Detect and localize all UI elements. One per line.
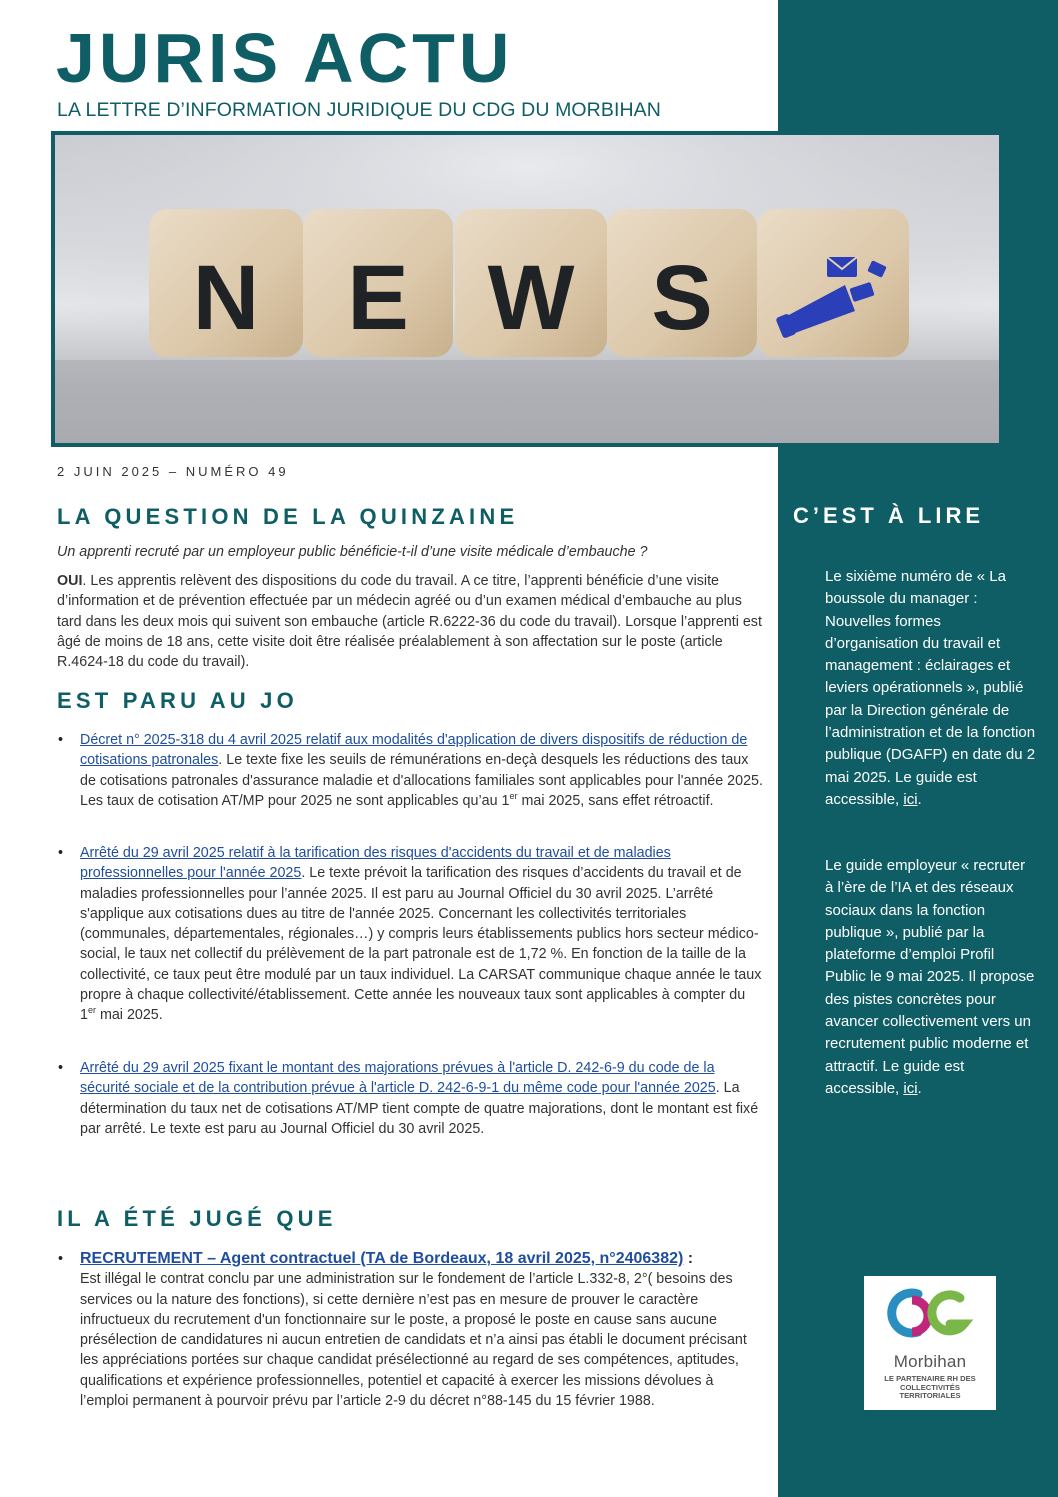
jo-item-2: • Arrêté du 29 avril 2025 relatif à la tarification des risques d'accidents du travail et de maladies professionnelles pour l'année 2025. Le texte prévoit la tarification des risques d’accidents du travail et de maladies professionnelles pour l’année 2025. Il est paru au Journal Officiel du 30 avril 2025. L’arrêté s'applique aux cotisations dues au titre de l'année 2025. Concernant les collectivités territoriales (communales, départementales, régionales…) y compris leurs établissements publics hors secteur médico-social, le taux net collectif du prélèvement de la part patronale est de 1,72 %. En fonction de la taille de la collectivité, ce taux peut être modulé par un taux individuel. La CARSAT communique chaque année le taux propre à chaque collectivité/établissement. Cette année les nouveaux taux sont applicables à compter du 1er mai 2025. bbox=[80, 843, 764, 1026]
logo-tagline: LE PARTENAIRE RH DES COLLECTIVITÉS TERRITORIALES bbox=[884, 1374, 976, 1401]
svg-text:W: W bbox=[487, 247, 575, 349]
cdg-logo-mark bbox=[878, 1282, 982, 1352]
svg-text:E: E bbox=[347, 247, 409, 349]
cube-s bbox=[607, 209, 757, 357]
jo-item-1: • Décret n° 2025-318 du 4 avril 2025 relatif aux modalités d'application de divers dispositifs de réduction de cotisations patronales. Le texte fixe les seuils de rémunérations en-deçà desquels les réductions des taux de cotisations patronales d'assurance maladie et d'allocations familiales sont applicables pour l'année 2025. Les taux de cotisation AT/MP pour 2025 ne sont applicables qu’au 1er mai 2025, sans effet rétroactif. bbox=[80, 730, 764, 811]
cube-w bbox=[455, 209, 607, 357]
sidebar-link-1[interactable]: ici bbox=[903, 790, 918, 808]
issue-date: 2 JUIN 2025 – NUMÉRO 49 bbox=[57, 464, 289, 479]
cube-n bbox=[149, 209, 303, 357]
cube-megaphone bbox=[757, 209, 909, 357]
newsletter-title: JURIS ACTU bbox=[56, 19, 514, 97]
svg-text:S: S bbox=[651, 247, 713, 349]
juge-item-1-link[interactable]: RECRUTEMENT – Agent contractuel (TA de Bordeaux, 18 avril 2025, n°2406382) bbox=[80, 1250, 684, 1267]
answer-text: . Les apprentis relèvent des dispositions du code du travail. A ce titre, l’apprenti bénéficie d’une visite d’information et de prévention effectuée par un médecin agréé ou d’un examen médical d’embauche au plus tard dans les deux mois qui suivent son embauche (article R.6222-36 du code du travail). Lorsque l’apprenti est âgé de moins de 18 ans, cette visite doit être réalisée préalablement à son affectation sur le poste (article R.4624-18 du code du travail). bbox=[57, 573, 762, 671]
jo-item-1-link[interactable]: Décret n° 2025-318 du 4 avril 2025 relatif aux modalités d'application de divers dispositifs de réduction de cotisations patronales bbox=[80, 732, 748, 769]
jo-item-2-link[interactable]: Arrêté du 29 avril 2025 relatif à la tarification des risques d'accidents du travail et de maladies professionnelles pour l'année 2025 bbox=[80, 845, 671, 882]
section-heading-question: LA QUESTION DE LA QUINZAINE bbox=[57, 504, 519, 529]
question-prompt: Un apprenti recruté par un employeur public bénéficie-t-il d’une visite médicale d’embauche ? bbox=[57, 544, 648, 560]
section-heading-juge: IL A ÉTÉ JUGÉ QUE bbox=[57, 1206, 337, 1231]
section-heading-jo: EST PARU AU JO bbox=[57, 688, 298, 713]
sidebar-heading: C’EST À LIRE bbox=[793, 503, 985, 528]
svg-text:N: N bbox=[192, 247, 260, 349]
juge-item-1-text: Est illégal le contrat conclu par une administration sur le fondement de l’article L.332-8, 2°( besoins des services ou la nature des fonctions), si cette dernière n’est pas en mesure de prouver le caractère infructueux du recrutement d'un fonctionnaire sur le poste, a proposé le poste en cause sans aucune présélection de candidatures ni aucun entretien de candidats et n’a ainsi pas établi le document précisant les appréciations portées sur chaque candidat présélectionné au regard de ses compétences, aptitudes, qualifications et expérience professionnelles, potentiel et capacité à exercer les missions dévolues à l’emploi permanent à pourvoir prévu par l’article 2-9 du décret n°88-145 du 15 février 1988. bbox=[80, 1271, 747, 1410]
svg-text:CDG: CDG bbox=[928, 1348, 932, 1349]
news-banner-image bbox=[51, 131, 1003, 447]
answer-lead: OUI bbox=[57, 573, 83, 589]
cube-e bbox=[303, 209, 453, 357]
sidebar-link-2[interactable]: ici bbox=[903, 1079, 918, 1097]
jo-item-3-link[interactable]: Arrêté du 29 avril 2025 fixant le montant des majorations prévues à l'article D. 242-6-9 du code de la sécurité sociale et de la contribution prévue à l'article D. 242-6-9-1 du même code pour l'année 2025 bbox=[80, 1060, 716, 1097]
sidebar-paragraph-1: Le sixième numéro de « La boussole du manager : Nouvelles formes d’organisation du travail et management : éclairages et leviers opérationnels », publié par la Direction générale de l’administration et de la fonction publique (DGAFP) en date du 2 mai 2025. Le guide est accessible, ici. bbox=[825, 568, 1036, 808]
newsletter-subtitle: LA LETTRE D’INFORMATION JURIDIQUE DU CDG DU MORBIHAN bbox=[57, 99, 661, 121]
cdg-morbihan-logo bbox=[864, 1276, 996, 1410]
jo-item-3: • Arrêté du 29 avril 2025 fixant le montant des majorations prévues à l'article D. 242-6-9 du code de la sécurité sociale et de la contribution prévue à l'article D. 242-6-9-1 du même code pour l'année 2025. La détermination du taux net de cotisations AT/MP tient compte de quatre majorations, dont le montant est fixé par arrêté. Le texte est paru au Journal Officiel du 30 avril 2025. bbox=[80, 1058, 764, 1139]
juge-item-1: • RECRUTEMENT – Agent contractuel (TA de Bordeaux, 18 avril 2025, n°2406382) : Est illégal le contrat conclu par une administration sur le fondement de l’article L.332-8, 2°( besoins des services ou la nature des fonctions), si cette dernière n’est pas en mesure de prouver le caractère infructueux du recrutement d'un fonctionnaire sur le poste, a proposé le poste en cause sans aucune présélection de candidatures ni aucun entretien de candidats et n’a ainsi pas établi le document précisant les appréciations portées sur chaque candidat présélectionné au regard de ses compétences, aptitudes, qualifications et expérience professionnelles, potentiel et capacité à exercer les missions dévolues à l’emploi permanent à pourvoir prévu par l’article 2-9 du décret n°88-145 du 15 février 1988. bbox=[80, 1249, 764, 1411]
question-answer bbox=[57, 571, 762, 672]
logo-name: Morbihan bbox=[893, 1352, 967, 1371]
sidebar-paragraph-2: Le guide employeur « recruter à l’ère de l’IA et des réseaux sociaux dans la fonction publique », publié par la plateforme d’emploi Profil Public le 9 mai 2025. Il propose des pistes concrètes pour avancer collectivement vers un recrutement public moderne et attractif. Le guide est accessible, ici. bbox=[825, 857, 1035, 1097]
